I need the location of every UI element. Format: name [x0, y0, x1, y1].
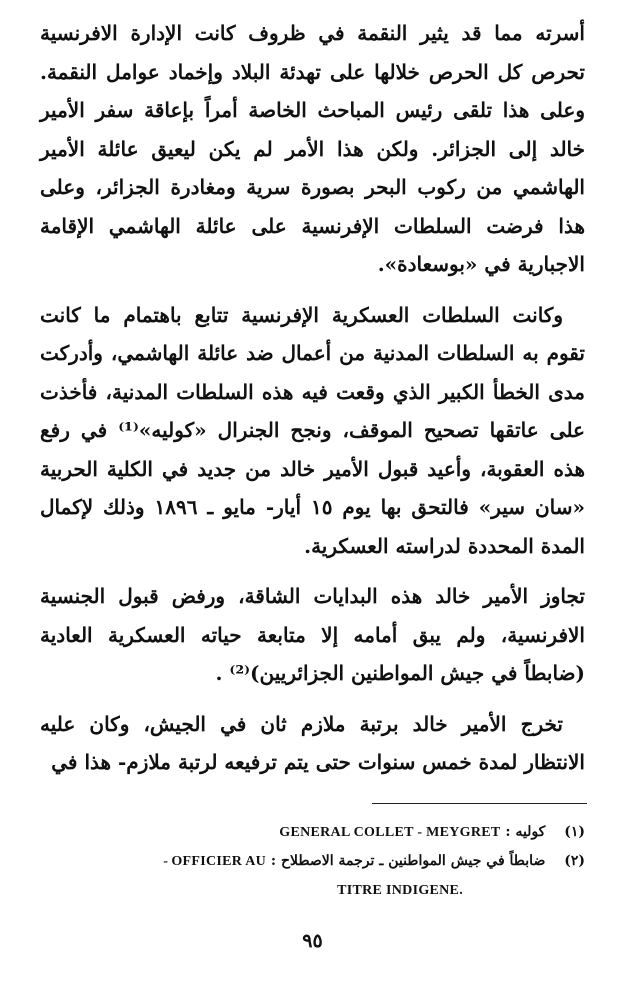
footnote-2-continuation — [40, 876, 585, 905]
paragraph-3: تجاوز الأمير خالد هذه البدايات الشاقة، ورفض قبول الجنسية الافرنسية، ولم يبق أمامه إلا متابعة حياته العسكرية العادية (ضابطاً في جيش المواطنين الجزائريين)⁽²⁾ . — [40, 584, 585, 685]
footnote-latin-continuation: TITRE INDIGENE. — [337, 883, 463, 898]
footnote-number: (٢) — [564, 853, 585, 869]
footnote-latin-text: GENERAL COLLET - MEYGRET — [279, 825, 501, 840]
footnote-latin-text: - OFFICIER AU — [163, 854, 267, 869]
footnote-separator — [372, 803, 587, 804]
paragraph-1: أسرته مما قد يثير النقمة في ظروف كانت الإدارة الافرنسية تحرص كل الحرص خلالها على تهدئة البلاد وإخماد عوامل النقمة. وعلى هذا تلقى رئيس المباحث الخاصة أمراً بإعاقة سفر الأمير خالد إلى الجزائر. ولكن هذا الأمر لم يكن ليعيق عائلة الأمير الهاشمي من ركوب البحر بصورة سرية ومغادرة الجزائر، وعلى هذا فرضت السلطات الإفرنسية على عائلة الهاشمي الإقامة الاجبارية في «بوسعادة». — [40, 21, 585, 276]
page-number: ٩٥ — [302, 930, 323, 952]
footnote-arabic-text: كوليه : — [505, 824, 546, 840]
paragraph-2: وكانت السلطات العسكرية الإفرنسية تتابع باهتمام ما كانت تقوم به السلطات المدنية من أعمال ضد عائلة الهاشمي، وأدركت مدى الخطأ الكبير الذي وقعت فيه هذه السلطات المدنية، فأخذت على عاتقها تصحيح الموقف، ونجح الجنرال «كوليه»⁽¹⁾ في رفع هذه العقوبة، وأعيد قبول الأمير خالد من جديد في الكلية الحربية «سان سير» فالتحق بها يوم ١٥ أيار- مايو ـ ١٨٩٦ وذلك لإكمال المدة المحددة لدراسته العسكرية. — [40, 302, 586, 558]
footnote-arabic-text: ضابطاً في جيش المواطنين ـ ترجمة الاصطلاح : — [270, 853, 546, 869]
footnotes — [40, 818, 585, 905]
main-text — [40, 14, 585, 782]
footnote-1 — [40, 818, 585, 847]
footnote-number: (١) — [564, 824, 585, 840]
footnote-2 — [40, 847, 585, 876]
paragraph-4: تخرج الأمير خالد برتبة ملازم ثان في الجيش، وكان عليه الانتظار لمدة خمس سنوات حتى يتم ترفيعه لرتبة ملازم- هذا في — [40, 711, 585, 774]
